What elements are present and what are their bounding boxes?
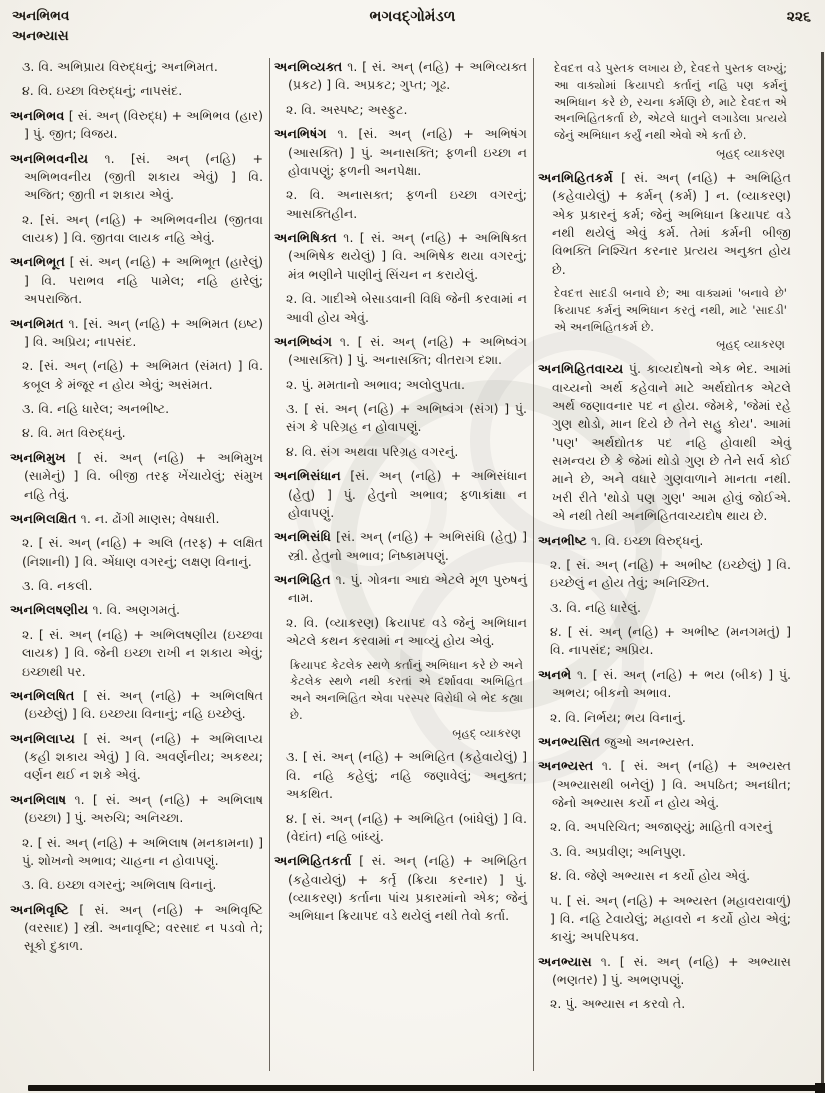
quote-text: ક્રિયાપદ કેટલેક સ્થળે કર્તાનું અભિધાન કરે છે અને કેટલેક સ્થળે નથી કરતાં એ દર્શાવવા અભિહિત અને અનભિહિત એવા પરસ્પર વિરોધી બે ભેદ કહ્યા છે. xyxy=(290,657,523,722)
dictionary-entry: અનભિવ્યક્ત ૧. [ સં. અન્ (નહિ) + અભિવ્યક્ત (પ્રકટ) ] વિ. અપ્રકટ; ગુપ્ત; ગૂઢ. xyxy=(274,59,527,93)
dictionary-entry: અનભ્યાસ ૧. [ સં. અન્ (નહિ) + અભ્યાસ (ભણતર) ] પું. અભણપણું. xyxy=(538,953,791,988)
headword: અનભિવ્યક્ત xyxy=(274,59,343,74)
quote-attribution: બૃહદ્ વ્યાકરણ xyxy=(716,145,785,160)
dictionary-entry: અનભ્યસ્ત ૧. [ સં. અન્ (નહિ) + અભ્યસ્ત (અભ્યાસથી બનેલું) ] વિ. અપઠિત; અનધીત; જેનો અભ્યાસ કર્યો ન હોય એવું. xyxy=(538,758,791,811)
column-2 xyxy=(272,58,531,1081)
headword: અનભિષિક્ત xyxy=(274,230,337,245)
headword: અનભિલષણીય xyxy=(10,602,89,618)
sense-item: ૩. વિ. નકલી. xyxy=(22,578,93,593)
sense-item: ૨. [ સં. અન્ (નહિ) + અભિલષણીય (ઇચ્છવા લાયક) ] વિ. જેની ઇચ્છા રાખી ન શકાય એવું; ઇચ્છાથી પર. xyxy=(22,626,263,679)
headword: અનભિલાષ xyxy=(10,791,67,807)
sense-item: ૨. [ સં. અન્ (નહિ) + અલિ (તરફ) + લક્ષિત (નિશાની) ] વિ. એંધાણ વગરનું; લક્ષણ વિનાનું. xyxy=(22,535,263,569)
quote-attribution: બૃહદ્ વ્યાકરણ xyxy=(716,337,785,352)
headword: અનભ્યસિત xyxy=(538,733,601,749)
sense-item: ૨. [ સં. અન્ (નહિ) + અભિલાષ (મનકામના) ] પું. શોખનો અભાવ; ચાહના ન હોવાપણું. xyxy=(22,834,263,868)
column-divider-1 xyxy=(269,58,270,1071)
dictionary-entry: અનભિભવ [ સં. અન્ (વિરુદ્ધ) + અભિભવ (હાર) ] પું. જીત; વિજય. xyxy=(10,107,263,142)
headword: અનભ્યાસ xyxy=(538,953,592,969)
scan-artifact-right-edge xyxy=(821,52,824,1083)
headword: અનભિહિતવાચ્ય xyxy=(538,361,624,377)
sense-item: ૨. પું. અભ્યાસ ન કરવો તે. xyxy=(550,996,686,1012)
headword: અનભિષ્વંગ xyxy=(274,333,333,349)
column-1 xyxy=(8,58,267,1081)
dictionary-entry: અનભિષ્વંગ ૧. [ સં. અન્ (નહિ) + અભિષ્વંગ (આસક્તિ) ] પું. અનાસક્તિ; વીતરાગ દશા. xyxy=(274,333,527,368)
quote-block xyxy=(554,60,787,162)
sense-item: ૪. વિ. સંગ અથવા પરિગ્રહ વગરનું. xyxy=(286,443,459,459)
page-header xyxy=(10,6,815,54)
sense-item: ૨. વિ. ગાદીએ બેસાડવાની વિધિ જેની કરવામાં ન આવી હોય એવું. xyxy=(286,291,527,325)
sense-item: ૨. વિ. નિર્ભય; ભય વિનાનું. xyxy=(550,709,686,725)
headword: અનભિલષિત xyxy=(10,687,75,703)
sense-item: ૩. વિ. અભિપ્રાય વિરુદ્ધનું; અનભિમત. xyxy=(22,59,218,74)
dictionary-entry: અનભિલક્ષિત ૧. ન. ઢોંગી માણસ; વેષધારી. xyxy=(10,510,220,526)
sense-item: ૨. પું. મમતાનો અભાવ; અલોલુપતા. xyxy=(286,376,465,392)
sense-item: ૨. વિ. અનાસક્ત; ફળની ઇચ્છા વગરનું; આસક્તિહીન. xyxy=(286,187,527,221)
headword: અનભિવૃષ્ટિ xyxy=(10,901,69,917)
dictionary-entry: અનભિમત ૧. [સં. અન્ (નહિ) + અભિમત (ઇષ્ટ) ] વિ. અપ્રિય; નાપસંદ. xyxy=(10,315,263,349)
scan-artifact-corner xyxy=(815,1083,825,1093)
dictionary-entry: અનભિષંગ ૧. [સં. અન્ (નહિ) + અભિષંગ (આસક્તિ) ] પું. અનાસક્તિ; ફળની ઇચ્છા ન હોવાપણું; ફળની અનપેક્ષા. xyxy=(274,126,527,178)
dictionary-entry: અનભિષિક્ત ૧. [ સં. અન્ (નહિ) + અભિષિક્ત (અભિષેક થયેલું) ] વિ. અભિષેક થયા વગરનું; મંત્ર ભણીને પાણીનું સિંચન ન કરાયેલું. xyxy=(274,230,527,282)
dictionary-entry: અનભિહિતવાચ્ય પું. કાવ્યદોષનો એક ભેદ. આમાં વાચ્યનો અર્થ કહેવાને માટે અર્થદ્યોતક એટલે અર્થ જણાવનાર પદ ન હોય. જેમકે, 'જેમાં રહે ગુણ થોડો, માન દિયે છે તેને સહુ કોય'. આમાં 'પણ' અર્થદ્યોતક પદ નહિ હોવાથી એવું સમન્વય છે કે જેમાં થોડો ગુણ છે તેને સર્વ કોઈ માને છે, અને વધારે ગુણવાળાને માનતા નથી. ખરી રીતે 'થોડો પણ ગુણ' આમ હોવું જોઈએ. એ નથી તેથી અનભિહિતવાચ્યદોષ થાય છે. xyxy=(538,361,791,524)
dictionary-entry: અનભિલષિત [ સં. અન્ (નહિ) + અભિલષિત (ઇચ્છેલું) ] વિ. ઇચ્છયા વિનાનું; નહિ ઇચ્છેલું. xyxy=(10,687,263,722)
headword: અનભિસંધાન xyxy=(274,468,342,484)
dictionary-entry: અનભિવૃષ્ટિ [ સં. અન્ (નહિ) + અભિવૃષ્ટિ (વરસાદ) ] સ્ત્રી. અનાવૃષ્ટિ; વરસાદ ન પડવો તે; સૂકો દુકાળ. xyxy=(10,901,263,954)
guide-word-bottom: અનભ્યાસ xyxy=(12,28,69,45)
dictionary-entry: અનભિભવનીય ૧. [સં. અન્ (નહિ) + અભિભવનીય (જીતી શકાય એવું) ] વિ. અજિત; જીતી ન શકાય એવું. xyxy=(10,150,263,203)
headword: અનભિભૂત xyxy=(10,254,66,270)
headword: અનભિભવનીય xyxy=(10,150,89,166)
sense-item: ૪. વિ. ઇચ્છા વિરુદ્ધનું; નાપસંદ. xyxy=(22,83,183,99)
text-columns xyxy=(8,58,819,1081)
dictionary-entry: અનભિહિત ૧. પું. ગોત્રના આદ્ય એટલે મૂળ પુરુષનું નામ. xyxy=(274,572,527,606)
headword: અનભિમુખ xyxy=(10,449,66,465)
dictionary-entry: અનભીષ્ટ ૧. વિ. ઇચ્છા વિરુદ્ધનું. xyxy=(538,532,704,548)
dictionary-entry: અનભિલાપ્ય [ સં. અન્ (નહિ) + અભિલાપ્ય (કહી શકાય એવું) ] વિ. અવર્ણનીય; અકથ્ય; વર્ણન થઈ ન શકે એવું. xyxy=(10,730,263,783)
sense-item: ૨. [સં. અન્ (નહિ) + અભિમત (સંમત) ] વિ. કબૂલ કે મંજૂર ન હોય એવું; અસંમત. xyxy=(22,358,263,392)
headword: અનભિસંધિ xyxy=(274,529,332,545)
headword: અનભિહિત xyxy=(274,572,331,587)
sense-item: ૪. વિ. જેણે અભ્યાસ ન કર્યો હોય એવું. xyxy=(550,868,751,884)
dictionary-entry: અનભે ૧. [ સં. અન્ (નહિ) + ભય (બીક) ] પું. અભય; બીકનો અભાવ. xyxy=(538,666,791,701)
sense-item: ૨. વિ. અસ્પષ્ટ; અસ્ફુટ. xyxy=(286,101,408,117)
page-number: ૨૨૬ xyxy=(786,9,811,25)
sense-item: ૩. [ સં. અન્ (નહિ) + અભિષ્વંગ (સંગ) ] પું. સંગ કે પરિગ્રહ ન હોવાપણું. xyxy=(286,401,527,435)
dictionary-entry: અનભિહિતકર્મ [ સં. અન્ (નહિ) + અભિહિત (કહેવાયેલું) + કર્મન્ (કર્મ) ] ન. (વ્યાકરણ) એક પ્રકારનું કર્મ; જેનું અભિધાન ક્રિયાપદ વડે નથી થયેલું એવું કર્મ. તેમાં કર્મની બીજી વિભક્તિ નિશ્ચિત કરનાર પ્રત્યય અનુક્ત હોય છે. xyxy=(538,169,791,277)
scan-artifact-bottom-bar xyxy=(28,1085,825,1091)
column-divider-2 xyxy=(533,58,534,1071)
headword: અનભીષ્ટ xyxy=(538,532,587,548)
headword: અનભિહિતકર્તા xyxy=(274,853,352,869)
column-3 xyxy=(536,58,795,1081)
sense-item: ૨. [ સં. અન્ (નહિ) + અભીષ્ટ (ઇચ્છેલું) ] વિ. ઇચ્છેલું ન હોય તેવું; અનિચ્છિત. xyxy=(550,556,791,591)
headword: અનભિલાપ્ય xyxy=(10,730,75,746)
quote-attribution: બૃહદ્ વ્યાકરણ xyxy=(452,725,521,740)
headword: અનભે xyxy=(538,666,572,682)
dictionary-entry: અનભિસંધાન [સં. અન્ (નહિ) + અભિસંધાન (હેતુ) ] પું. હેતુનો અભાવ; ફળાકાંક્ષા ન હોવાપણું. xyxy=(274,468,527,520)
sense-item: ૩. વિ. નહિ ધારેલ; અનભીષ્ટ. xyxy=(22,401,170,416)
sense-item: ૩. વિ. અપ્રવીણ; અનિપુણ. xyxy=(550,843,686,859)
dictionary-entry: અનભિલાષ ૧. [ સં. અન્ (નહિ) + અભિલાષ (ઇચ્છા) ] પું. અરુચિ; અનિચ્છા. xyxy=(10,791,263,826)
sense-item: ૩. [ સં. અન્ (નહિ) + અભિહિત (કહેવાયેલું) ] વિ. નહિ કહેલું; નહિ જણાવેલું; અનુક્ત; અકથિત. xyxy=(286,749,527,802)
dictionary-entry: અનભિલષણીય ૧. વિ. અણગમતું. xyxy=(10,602,181,618)
dictionary-entry: અનભિમુખ [ સં. અન્ (નહિ) + અભિમુખ (સામેનું) ] વિ. બીજી તરફ ખેંચાયેલું; સંમુખ નહિ તેવું. xyxy=(10,449,263,502)
headword: અનભિહિતકર્મ xyxy=(538,169,613,185)
sense-item: ૫. [ સં. અન્ (નહિ) + અભ્યસ્ત (મહાવરાવાળું) ] વિ. નહિ ટેવાયેલું; મહાવરો ન કર્યો હોય એવું; કાચું; અપરિપક્વ. xyxy=(550,892,791,945)
dictionary-entry: અનભિહિતકર્તા [ સં. અન્ (નહિ) + અભિહિત (કહેવાયેલું) + કર્તૃ (ક્રિયા કરનાર) ] પું. (વ્યાકરણ) કર્તાના પાંચ પ્રકારમાંનો એક; જેનું અભિધાન ક્રિયાપદ વડે થયેલું નથી તેવો કર્તા. xyxy=(274,853,527,924)
headword: અનભ્યસ્ત xyxy=(538,758,594,774)
headword: અનભિભવ xyxy=(10,107,65,123)
guide-word-top: અનભિભવ xyxy=(12,8,70,24)
headword: અનભિલક્ષિત xyxy=(10,510,77,526)
dictionary-entry: અનભિસંધિ [સં. અન્ (નહિ) + અભિસંધિ (હેતુ) ] સ્ત્રી. હેતુનો અભાવ; નિષ્કામપણું. xyxy=(274,529,527,563)
sense-item: ૨. વિ. અપરિચિત; અજાણ્યું; માહિતી વગરનું xyxy=(550,819,773,835)
dictionary-entry: અનભ્યસિત જુઓ અનભ્યસ્ત. xyxy=(538,733,695,749)
headword: અનભિષંગ xyxy=(274,126,327,142)
quote-text: દેવદત્ત વડે પુસ્તક લખાય છે, દેવદત્તે પુસ્તક લખ્યું; આ વાક્યોમાં ક્રિયાપદો કર્તાનું નહિ પણ કર્મનું અભિધાન કરે છે, રચના કર્મણિ છે, માટે દેવદત્ત એ અનભિહિતકર્તા છે, એટલે ધાતુને લગાડેલા પ્રત્યયે જેનું અભિધાન કર્યું નથી એવો એ કર્તા છે. xyxy=(554,61,787,143)
page-title: ભગવદ્ગોમંડળ xyxy=(369,7,456,25)
quote-block xyxy=(554,285,787,353)
sense-item: ૩. વિ. ઇચ્છા વગરનું; અભિલાષ વિનાનું. xyxy=(22,877,217,893)
quote-block xyxy=(290,657,523,742)
dictionary-entry: અનભિભૂત [ સં. અન્ (નહિ) + અભિભૂત (હારેલું) ] વિ. પરાભવ નહિ પામેલ; નહિ હારેલું; અપરાજિત. xyxy=(10,254,263,307)
sense-item: ૩. વિ. નહિ ધારેલું. xyxy=(550,599,641,615)
sense-item: ૨. વિ. (વ્યાકરણ) ક્રિયાપદ વડે જેનું અભિધાન એટલે કથન કરવામાં ન આવ્યું હોય એવું. xyxy=(286,614,527,649)
sense-item: ૪. [ સં. અન્ (નહિ) + અભીષ્ટ (મનગમતું) ] વિ. નાપસંદ; અપ્રિય. xyxy=(550,624,791,658)
quote-text: દેવદત્ત સાદડી બનાવે છે; આ વાક્યમાં 'બનાવે છે' ક્રિયાપદ કર્મનું અભિધાન કરતું નથી, માટે 'સાદડી' એ અનભિહિતકર્મ છે. xyxy=(554,286,787,334)
sense-item: ૨. [સં. અન્ (નહિ) + અભિભવનીય (જીતવા લાયક) ] વિ. જીતવા લાયક નહિ એવું. xyxy=(22,211,263,245)
sense-item: ૪. [ સં. અન્ (નહિ) + અભિહિત (બાંધેલું) ] વિ. (વેદાંત) નહિ બાંધ્યું. xyxy=(286,810,527,844)
sense-item: ૪. વિ. મત વિરુદ્ધનું. xyxy=(22,425,126,441)
headword: અનભિમત xyxy=(10,315,64,331)
